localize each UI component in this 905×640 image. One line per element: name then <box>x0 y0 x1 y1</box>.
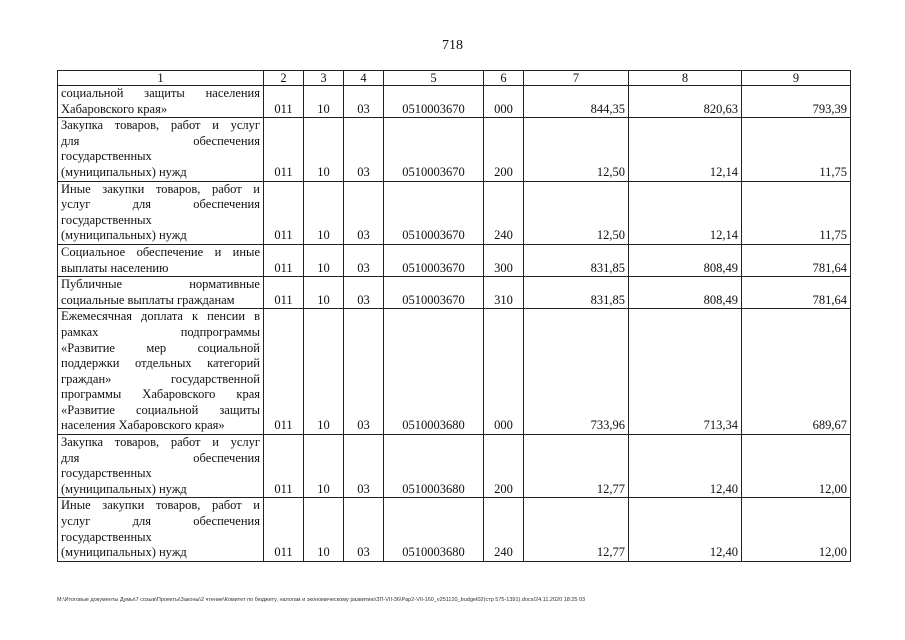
description-line: Закупка товаров, работ и услуг <box>61 118 260 133</box>
table-row <box>58 86 851 118</box>
description-cell <box>58 309 264 435</box>
subsection-cell: 03 <box>344 244 384 276</box>
description-line: населения Хабаровского края» <box>61 418 225 433</box>
amount-2021-cell: 831,85 <box>524 277 629 309</box>
section-cell: 10 <box>304 498 344 561</box>
amount-2021-cell: 844,35 <box>524 86 629 118</box>
code-ministry-cell: 011 <box>264 277 304 309</box>
description-line: государственных <box>61 149 152 164</box>
code-ministry-cell: 011 <box>264 181 304 244</box>
column-header: 8 <box>629 71 742 86</box>
amount-2021-cell: 12,50 <box>524 181 629 244</box>
target-article-cell: 0510003670 <box>384 181 484 244</box>
column-header: 2 <box>264 71 304 86</box>
expense-type-cell: 240 <box>484 498 524 561</box>
section-cell: 10 <box>304 181 344 244</box>
subsection-cell: 03 <box>344 181 384 244</box>
description-cell <box>58 435 264 498</box>
description-line: социальные выплаты гражданам <box>61 292 235 307</box>
description-line: Закупка товаров, работ и услуг <box>61 435 260 450</box>
table-row <box>58 277 851 309</box>
description-cell <box>58 118 264 181</box>
table-row <box>58 244 851 276</box>
description-line: Иные закупки товаров, работ и <box>61 498 260 513</box>
section-cell: 10 <box>304 309 344 435</box>
target-article-cell: 0510003670 <box>384 277 484 309</box>
amount-2021-cell: 733,96 <box>524 309 629 435</box>
description-line: (муниципальных) нужд <box>61 545 187 560</box>
expense-type-cell: 200 <box>484 118 524 181</box>
description-cell <box>58 181 264 244</box>
subsection-cell: 03 <box>344 435 384 498</box>
description-line: Хабаровского края» <box>61 101 168 116</box>
table-row <box>58 181 851 244</box>
column-header: 1 <box>58 71 264 86</box>
description-line: государственных <box>61 466 152 481</box>
subsection-cell: 03 <box>344 277 384 309</box>
amount-2022-cell: 12,14 <box>629 181 742 244</box>
target-article-cell: 0510003670 <box>384 86 484 118</box>
section-cell: 10 <box>304 277 344 309</box>
code-ministry-cell: 011 <box>264 498 304 561</box>
amount-2022-cell: 820,63 <box>629 86 742 118</box>
description-line: (муниципальных) нужд <box>61 228 187 243</box>
expense-type-cell: 200 <box>484 435 524 498</box>
target-article-cell: 0510003680 <box>384 435 484 498</box>
code-ministry-cell: 011 <box>264 86 304 118</box>
file-path-footer: М:\Итоговые документы Думы\7 созыв\Проекты\Законы\2 чтение\Комитет по бюджету, налогам и экономическому развитию\ЗП-VII-36\Pap2-VII-160_v251120_budget02(стр 575-1391).docx/24.11.2020 18:25 03 <box>57 597 586 603</box>
code-ministry-cell: 011 <box>264 244 304 276</box>
description-line: (муниципальных) нужд <box>61 481 187 496</box>
table-header-row <box>58 71 851 86</box>
description-line: Ежемесячная доплата к пенсии в <box>61 309 260 324</box>
amount-2023-cell: 781,64 <box>742 244 851 276</box>
budget-table <box>57 70 851 562</box>
expense-type-cell: 000 <box>484 86 524 118</box>
amount-2021-cell: 831,85 <box>524 244 629 276</box>
amount-2021-cell: 12,77 <box>524 498 629 561</box>
subsection-cell: 03 <box>344 86 384 118</box>
table-row <box>58 309 851 435</box>
code-ministry-cell: 011 <box>264 435 304 498</box>
description-line: государственных <box>61 212 152 227</box>
description-line: Публичные нормативные <box>61 277 260 292</box>
description-line: услуг для обеспечения <box>61 514 260 529</box>
code-ministry-cell: 011 <box>264 118 304 181</box>
description-line: Социальное обеспечение и иные <box>61 244 260 259</box>
amount-2022-cell: 713,34 <box>629 309 742 435</box>
target-article-cell: 0510003680 <box>384 309 484 435</box>
amount-2022-cell: 808,49 <box>629 244 742 276</box>
expense-type-cell: 240 <box>484 181 524 244</box>
description-cell <box>58 244 264 276</box>
amount-2022-cell: 808,49 <box>629 277 742 309</box>
expense-type-cell: 000 <box>484 309 524 435</box>
expense-type-cell: 300 <box>484 244 524 276</box>
table-row <box>58 498 851 561</box>
description-line: граждан» государственной <box>61 371 260 386</box>
expense-type-cell: 310 <box>484 277 524 309</box>
column-header: 3 <box>304 71 344 86</box>
description-line: государственных <box>61 529 152 544</box>
description-line: «Развитие мер социальной <box>61 340 260 355</box>
description-line: для обеспечения <box>61 450 260 465</box>
subsection-cell: 03 <box>344 498 384 561</box>
table-row <box>58 435 851 498</box>
description-line: (муниципальных) нужд <box>61 164 187 179</box>
column-header: 6 <box>484 71 524 86</box>
code-ministry-cell: 011 <box>264 309 304 435</box>
description-cell <box>58 86 264 118</box>
amount-2023-cell: 793,39 <box>742 86 851 118</box>
column-header: 7 <box>524 71 629 86</box>
section-cell: 10 <box>304 86 344 118</box>
amount-2021-cell: 12,50 <box>524 118 629 181</box>
description-line: «Развитие социальной защиты <box>61 402 260 417</box>
amount-2023-cell: 12,00 <box>742 498 851 561</box>
description-cell <box>58 277 264 309</box>
section-cell: 10 <box>304 118 344 181</box>
amount-2021-cell: 12,77 <box>524 435 629 498</box>
description-line: социальной защиты населения <box>61 86 260 100</box>
amount-2022-cell: 12,14 <box>629 118 742 181</box>
subsection-cell: 03 <box>344 309 384 435</box>
subsection-cell: 03 <box>344 118 384 181</box>
column-header: 5 <box>384 71 484 86</box>
amount-2022-cell: 12,40 <box>629 435 742 498</box>
amount-2022-cell: 12,40 <box>629 498 742 561</box>
target-article-cell: 0510003680 <box>384 498 484 561</box>
amount-2023-cell: 781,64 <box>742 277 851 309</box>
description-line: Иные закупки товаров, работ и <box>61 181 260 196</box>
target-article-cell: 0510003670 <box>384 244 484 276</box>
table-row <box>58 118 851 181</box>
section-cell: 10 <box>304 435 344 498</box>
description-line: программы Хабаровского края <box>61 387 260 402</box>
amount-2023-cell: 689,67 <box>742 309 851 435</box>
description-line: поддержки отдельных категорий <box>61 356 260 371</box>
amount-2023-cell: 11,75 <box>742 118 851 181</box>
column-header: 9 <box>742 71 851 86</box>
amount-2023-cell: 11,75 <box>742 181 851 244</box>
target-article-cell: 0510003670 <box>384 118 484 181</box>
amount-2023-cell: 12,00 <box>742 435 851 498</box>
description-line: выплаты населению <box>61 260 169 275</box>
description-line: для обеспечения <box>61 133 260 148</box>
description-line: услуг для обеспечения <box>61 197 260 212</box>
section-cell: 10 <box>304 244 344 276</box>
description-line: рамках подпрограммы <box>61 324 260 339</box>
column-header: 4 <box>344 71 384 86</box>
description-cell <box>58 498 264 561</box>
page-number: 718 <box>442 38 463 53</box>
